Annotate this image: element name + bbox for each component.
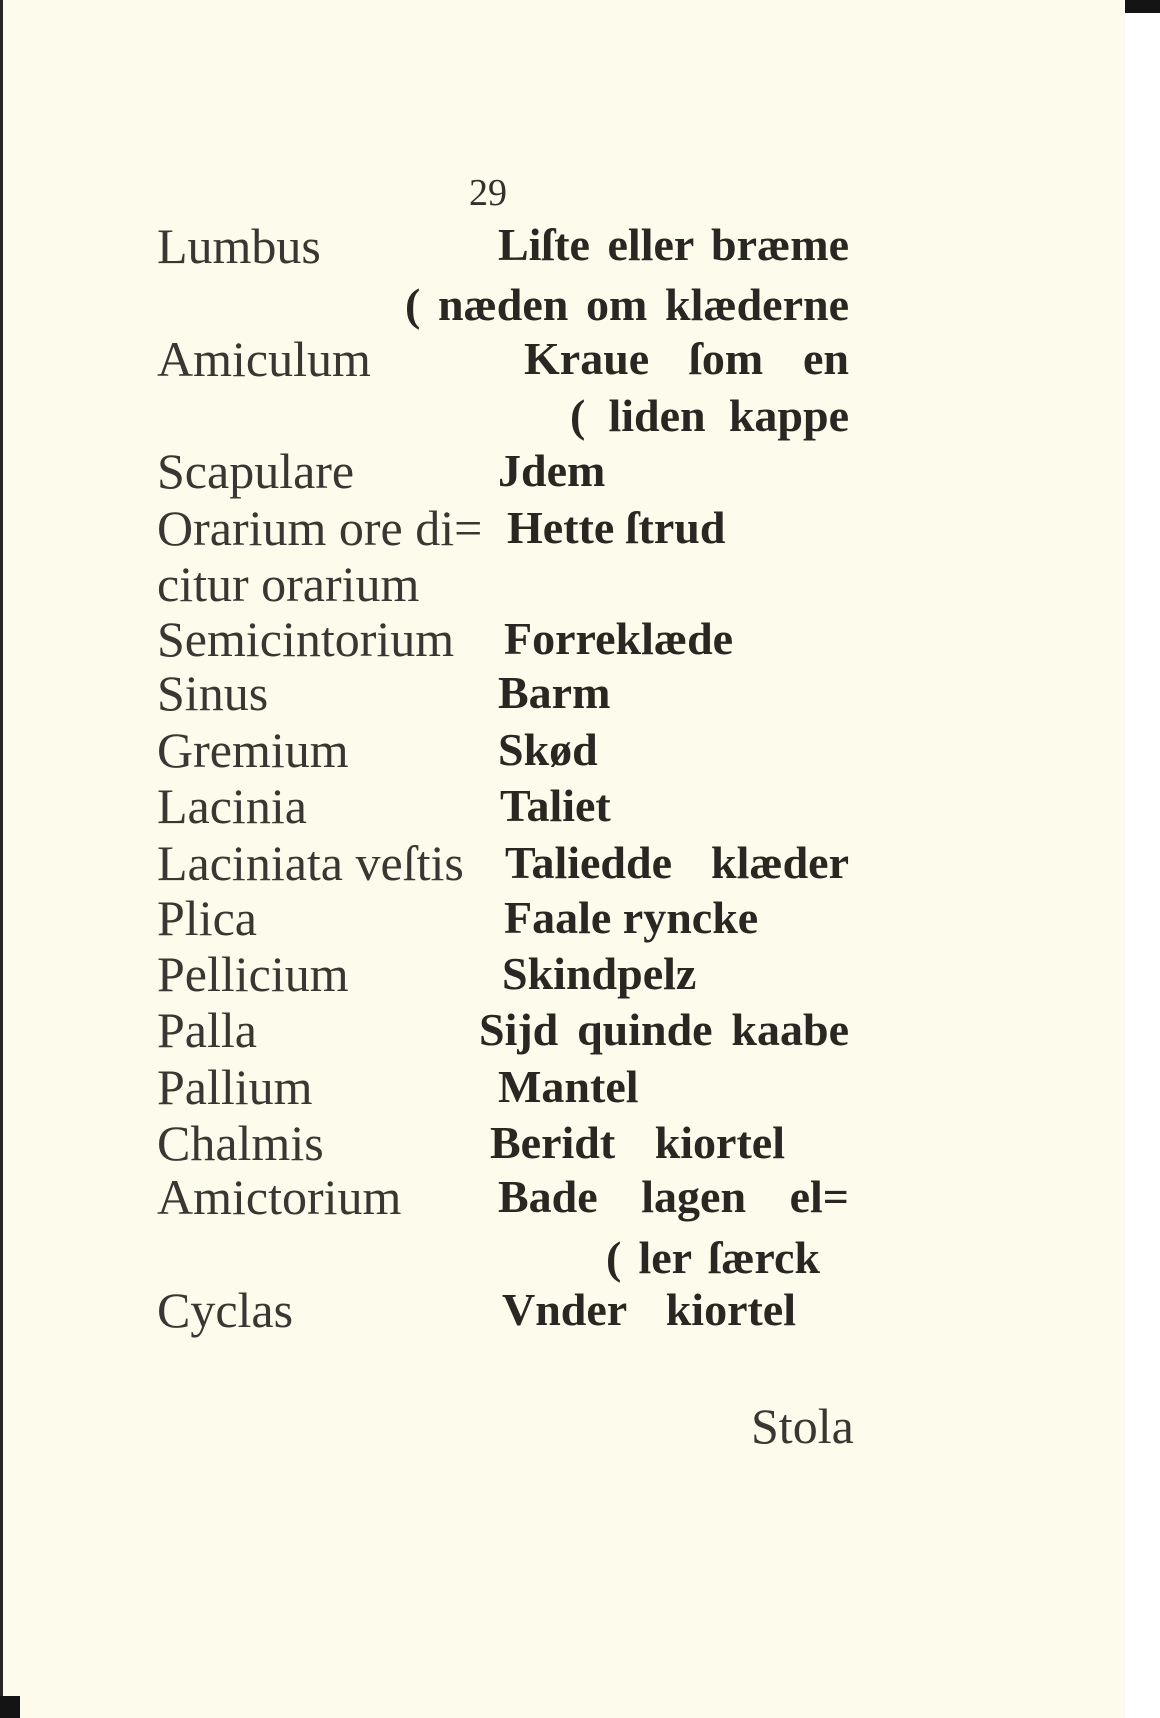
danish-gloss: Taliet [500, 780, 611, 831]
danish-gloss: Skindpelz [502, 948, 697, 999]
latin-term: Pellicium [157, 946, 349, 1002]
latin-term: Cyclas [157, 1282, 294, 1338]
danish-gloss: Bade lagen el= [498, 1171, 849, 1222]
latin-term: Amictorium [157, 1169, 402, 1225]
latin-term: Palla [157, 1002, 257, 1058]
danish-gloss: Jdem [498, 445, 606, 496]
danish-gloss: Hette ſtrud [507, 502, 726, 553]
catchword: Stola [751, 1398, 854, 1454]
danish-gloss: Sijd quinde kaabe [479, 1004, 849, 1055]
danish-gloss-continuation: ( ler ſærck [606, 1232, 820, 1283]
danish-gloss-continuation: ( næden om klæderne [405, 279, 849, 330]
danish-gloss: Forreklæde [504, 613, 734, 664]
scanner-edge-mark-bottom [0, 1696, 20, 1718]
latin-term: Pallium [157, 1059, 313, 1115]
latin-term: Laciniata veſtis [157, 835, 464, 891]
latin-term: Sinus [157, 665, 269, 721]
latin-term: Plica [157, 890, 257, 946]
latin-term: Lacinia [157, 778, 307, 834]
danish-gloss: Liſte eller bræme [498, 219, 849, 270]
danish-gloss: Taliedde klæder [505, 837, 849, 888]
danish-gloss: Barm [498, 667, 611, 718]
scanner-edge-mark-top [1125, 0, 1160, 13]
page-edge-line [0, 0, 3, 1696]
latin-term: Chalmis [157, 1115, 324, 1171]
danish-gloss: Kraue ſom en [524, 333, 849, 384]
danish-gloss: Faale ryncke [504, 892, 759, 943]
latin-term: Gremium [157, 722, 349, 778]
latin-term: Orarium ore di= [157, 500, 483, 556]
danish-gloss: Vnder kiortel [502, 1284, 796, 1335]
latin-term: Amiculum [157, 331, 371, 387]
latin-term: Semicintorium [157, 611, 455, 667]
danish-gloss: Beridt kiortel [490, 1117, 785, 1168]
latin-term-continuation: citur orarium [157, 556, 420, 612]
danish-gloss: Mantel [498, 1061, 639, 1112]
latin-term: Scapulare [157, 443, 355, 499]
page-number: 29 [469, 172, 507, 214]
latin-term: Lumbus [157, 218, 321, 274]
danish-gloss: Skød [498, 724, 598, 775]
danish-gloss-continuation: ( liden kappe [570, 390, 849, 441]
